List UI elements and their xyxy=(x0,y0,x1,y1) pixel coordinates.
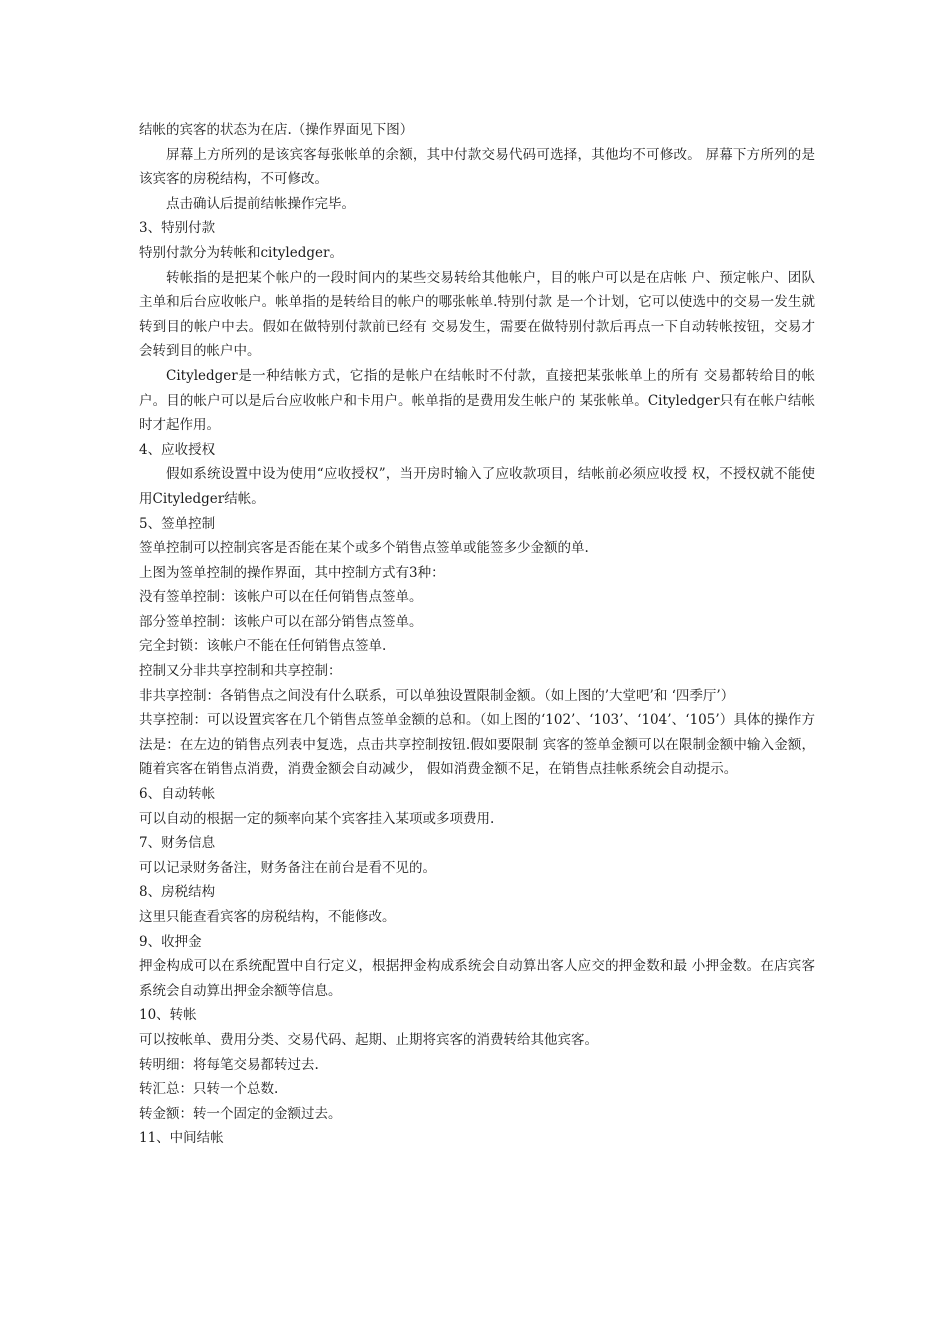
section-heading: 3、特别付款 xyxy=(139,220,216,237)
section-heading: 5、签单控制 xyxy=(139,515,216,532)
section-heading: 8、房税结构 xyxy=(139,884,216,901)
section-heading: 9、收押金 xyxy=(139,933,202,950)
section-heading: 6、自动转帐 xyxy=(139,786,216,803)
paragraph: 屏幕上方所列的是该宾客每张帐单的余额，其中付款交易代码可选择，其他均不可修改。 屏幕下方所列的是该宾客的房税结构，不可修改。 xyxy=(139,146,815,188)
paragraph: 可以记录财务备注，财务备注在前台是看不见的。 xyxy=(139,859,436,876)
section-heading: 11、中间结帐 xyxy=(139,1130,224,1147)
paragraph: 转汇总：只转一个总数. xyxy=(139,1081,279,1098)
paragraph: 假如系统设置中设为使用“应收授权”，当开房时输入了应收款项目，结帐前必须应收授 权，不授权就不能使用Cityledger结帐。 xyxy=(139,466,815,507)
paragraph: 控制又分非共享控制和共享控制： xyxy=(139,663,342,680)
paragraph: 完全封锁：该帐户不能在任何销售点签单. xyxy=(139,638,387,655)
paragraph: 非共享控制：各销售点之间没有什么联系，可以单独设置限制金额。（如上图的’大堂吧’和 ‘四季厅’） xyxy=(139,687,735,704)
paragraph: 共享控制：可以设置宾客在几个销售点签单金额的总和。（如上图的‘102’、‘103’、‘104’、‘105’）具体的操作方法是：在左边的销售点列表中复选，点击共享控制按钮.假如要限制 宾客的签单金额可以在限制金额中输入金额，随着宾客在销售点消费，消费金额会自动减少， 假如消费金额不足，在销售点挂帐系统会自动提示。 xyxy=(139,712,815,778)
paragraph: 转帐指的是把某个帐户的一段时间内的某些交易转给其他帐户，目的帐户可以是在店帐 户、预定帐户、团队主单和后台应收帐户。帐单指的是转给目的帐户的哪张帐单.特别付款 是一个计划，它可以使选中的交易一发生就转到目的帐户中去。假如在做特别付款前已经有 交易发生，需要在做特别付款后再点一下自动转帐按钮，交易才会转到目的帐户中。 xyxy=(139,269,815,360)
paragraph: 可以按帐单、费用分类、交易代码、起期、止期将宾客的消费转给其他宾客。 xyxy=(139,1031,598,1048)
paragraph: 签单控制可以控制宾客是否能在某个或多个销售点签单或能签多少金额的单. xyxy=(139,540,589,557)
document-body xyxy=(139,118,815,1151)
paragraph: 转明细：将每笔交易都转过去. xyxy=(139,1056,319,1073)
paragraph: 没有签单控制：该帐户可以在任何销售点签单。 xyxy=(139,589,423,606)
paragraph: 特别付款分为转帐和cityledger。 xyxy=(139,244,343,261)
paragraph: 转金额：转一个固定的金额过去。 xyxy=(139,1105,342,1122)
paragraph: 上图为签单控制的操作界面，其中控制方式有3种： xyxy=(139,564,445,581)
paragraph: 押金构成可以在系统配置中自行定义，根据押金构成系统会自动算出客人应交的押金数和最 小押金数。在店宾客系统会自动算出押金余额等信息。 xyxy=(139,958,815,999)
paragraph: 结帐的宾客的状态为在店.（操作界面见下图） xyxy=(139,122,414,138)
paragraph: 点击确认后提前结帐操作完毕。 xyxy=(166,195,355,212)
paragraph: 部分签单控制：该帐户可以在部分销售点签单。 xyxy=(139,613,423,630)
section-heading: 7、财务信息 xyxy=(139,835,216,852)
section-heading: 10、转帐 xyxy=(139,1007,197,1024)
paragraph: 可以自动的根据一定的频率向某个宾客挂入某项或多项费用. xyxy=(139,810,495,827)
section-heading: 4、应收授权 xyxy=(139,441,216,458)
paragraph: Cityledger是一种结帐方式，它指的是帐户在结帐时不付款，直接把某张帐单上的所有 交易都转给目的帐户。目的帐户可以是后台应收帐户和卡用户。帐单指的是费用发生帐户的 某张帐单。Cityledger只有在帐户结帐时才起作用。 xyxy=(139,367,815,434)
paragraph: 这里只能查看宾客的房税结构，不能修改。 xyxy=(139,909,396,925)
